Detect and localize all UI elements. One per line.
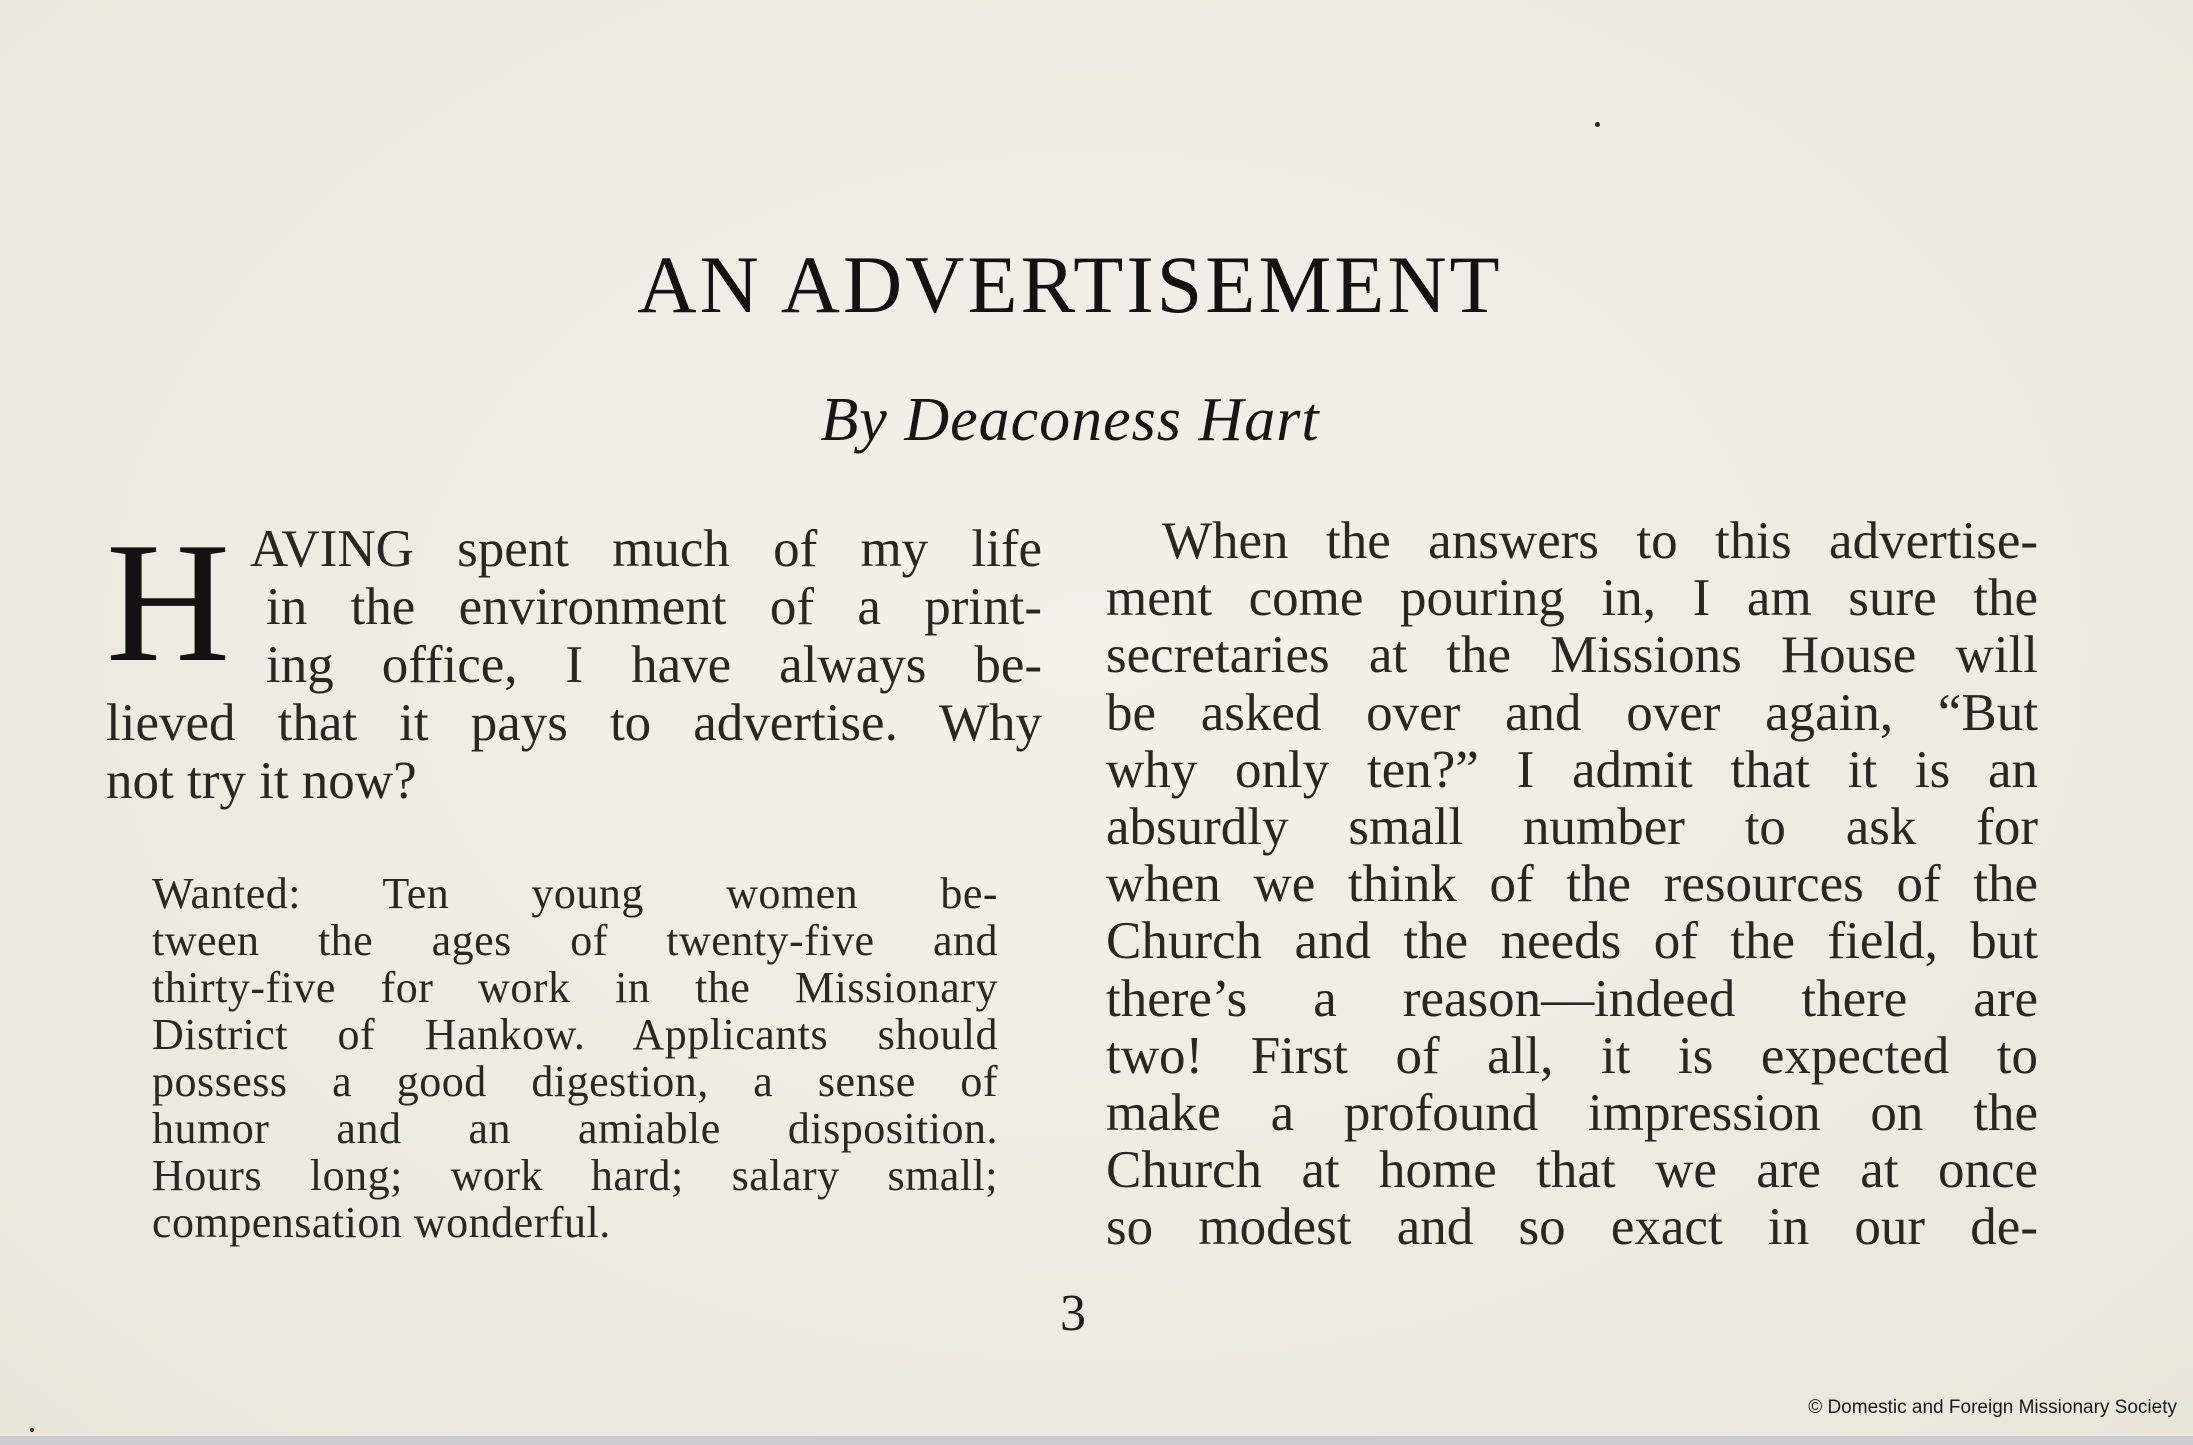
body-line: Church at home that we are at once — [1106, 1141, 2038, 1200]
advertisement-line: Hours long; work hard; salary small; — [152, 1151, 998, 1200]
page-number: 3 — [1060, 1285, 1086, 1342]
body-line: absurdly small number to ask for — [1106, 798, 2038, 857]
body-line: two! First of all, it is expected to — [1106, 1026, 2038, 1085]
advertisement-line: Wanted: Ten young women be- — [152, 869, 998, 918]
copyright-notice: © Domestic and Foreign Missionary Society — [1808, 1397, 2177, 1418]
advertisement-line: humor and an amiable disposition. — [152, 1104, 998, 1153]
intro-paragraph — [106, 508, 1042, 810]
body-line: Church and the needs of the field, but — [1106, 912, 2038, 971]
body-line: so modest and so exact in our de- — [1106, 1198, 2038, 1257]
intro-line: lieved that it pays to advertise. Why — [106, 694, 1042, 752]
body-line: make a profound impression on the — [1106, 1084, 2038, 1143]
advertisement-block — [152, 870, 998, 1246]
advertisement-line: District of Hankow. Applicants should — [152, 1010, 998, 1059]
advertisement-line: possess a good digestion, a sense of — [152, 1057, 998, 1106]
article-title: AN ADVERTISEMENT — [637, 239, 1503, 330]
body-line: ment come pouring in, I am sure the — [1106, 569, 2038, 628]
scan-edge — [0, 1436, 2193, 1445]
advertisement-line: thirty-five for work in the Missionary — [152, 963, 998, 1012]
ink-speck — [1595, 122, 1600, 127]
body-line: why only ten?” I admit that it is an — [1106, 740, 2038, 799]
intro-line: ing office, I have always be- — [266, 636, 1042, 694]
body-line: be asked over and over again, “But — [1106, 683, 2038, 742]
body-line: there’s a reason—indeed there are — [1106, 969, 2038, 1028]
intro-line: in the environment of a print- — [266, 578, 1042, 636]
left-column — [106, 508, 1042, 810]
drop-cap: H — [106, 508, 231, 698]
advertisement-line: compensation wonderful. — [152, 1198, 611, 1247]
intro-line: not try it now? — [106, 752, 417, 810]
body-line: When the answers to this advertise- — [1162, 512, 2038, 570]
intro-line: AVING spent much of my life — [250, 520, 1042, 578]
body-line: when we think of the resources of the — [1106, 855, 2038, 914]
ink-speck — [30, 1428, 34, 1432]
right-column — [1106, 513, 2038, 1257]
body-line: secretaries at the Missions House will — [1106, 626, 2038, 685]
advertisement-line: tween the ages of twenty-five and — [152, 916, 998, 965]
article-byline: By Deaconess Hart — [820, 386, 1320, 454]
